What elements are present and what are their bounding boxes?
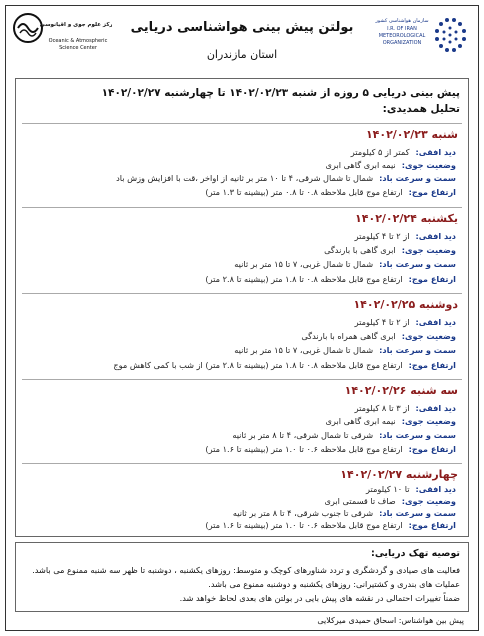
day-divider bbox=[22, 463, 462, 464]
forecast-box bbox=[15, 78, 469, 537]
wave-row bbox=[28, 274, 456, 287]
weather-row bbox=[28, 245, 456, 258]
wind-value: شرقی تا جنوب شرقی، ۴ تا ۸ متر بر ثانیه bbox=[232, 508, 374, 518]
weather-value: ابری گاهی همراه با بارندگی bbox=[301, 331, 396, 341]
wave-row bbox=[28, 520, 456, 533]
oceanic-center-emblem-icon bbox=[12, 12, 112, 68]
weather-value: نیمه ابری گاهی ابری bbox=[325, 160, 396, 170]
wind-value: شمال تا شمال غربی، ۷ تا ۱۵ متر بر ثانیه bbox=[234, 345, 374, 355]
forecast-day bbox=[22, 293, 462, 379]
visibility-label: دید افقی: bbox=[415, 147, 456, 157]
synopsis-label: تحلیل همدیدی: bbox=[382, 103, 460, 115]
logo-center-fa: مرکز علوم جوی و اقیانوسی bbox=[39, 22, 112, 28]
meteorology-dots-icon bbox=[372, 12, 472, 58]
meteorological-organization-logo bbox=[372, 12, 472, 58]
wind-label: سمت و سرعت باد: bbox=[379, 345, 456, 355]
wind-value: شمال تا شمال شرقی، ۴ تا ۱۰ متر بر ثانیه از اواخر ،قت با افزایش وزش باد bbox=[116, 173, 374, 183]
visibility-label: دید افقی: bbox=[415, 231, 456, 241]
wave-label: ارتفاع موج: bbox=[408, 444, 456, 454]
visibility-value: کمتر از ۵ کیلومتر bbox=[350, 147, 410, 157]
wave-label: ارتفاع موج: bbox=[408, 360, 456, 370]
wave-value: ارتفاع موج قابل ملاحظه ۰.۸ تا ۱.۸ متر (بیشینه تا ۲.۸ متر) از شب با کمی کاهش موج bbox=[113, 360, 403, 370]
wave-value: ارتفاع موج قابل ملاحظه ۰.۸ تا ۰.۸ متر (بیشینه تا ۱.۳ متر) bbox=[205, 187, 403, 197]
weather-value: صاف تا قسمتی ابری bbox=[324, 496, 396, 506]
day-heading: یکشنبه ۱۴۰۲/۰۲/۲۴ bbox=[355, 212, 458, 225]
forecast-day bbox=[22, 463, 462, 533]
wave-label: ارتفاع موج: bbox=[408, 187, 456, 197]
bulletin-page bbox=[5, 5, 479, 631]
wind-row bbox=[28, 345, 456, 358]
forecast-day bbox=[22, 379, 462, 463]
day-divider bbox=[22, 293, 462, 294]
weather-value: نیمه ابری گاهی ابری bbox=[325, 416, 396, 426]
wind-label: سمت و سرعت باد: bbox=[379, 173, 456, 183]
day-heading: سه شنبه ۱۴۰۲/۰۲/۲۶ bbox=[344, 384, 458, 397]
visibility-value: از ۳ تا ۸ کیلومتر bbox=[354, 403, 410, 413]
forecaster-name: پیش بین هواشناس: اسحاق حمیدی میرکلایی bbox=[317, 616, 464, 625]
weather-row bbox=[28, 160, 456, 173]
oceanic-center-logo bbox=[12, 12, 112, 68]
caution-line: ضمناً تغییرات احتمالی در نقشه های پیش بایی در بولتن های بعدی لحاظ خواهد شد. bbox=[179, 593, 460, 603]
bulletin-subtitle: استان مازندران bbox=[206, 48, 278, 61]
weather-label: وضعیت جوی: bbox=[401, 245, 456, 255]
weather-label: وضعیت جوی: bbox=[401, 331, 456, 341]
wind-row bbox=[28, 259, 456, 272]
wave-row bbox=[28, 360, 456, 373]
visibility-value: از ۲ تا ۴ کیلومتر bbox=[354, 231, 410, 241]
wave-label: ارتفاع موج: bbox=[408, 520, 456, 530]
wave-row bbox=[28, 444, 456, 457]
wave-row bbox=[28, 187, 456, 200]
visibility-row bbox=[28, 317, 456, 330]
day-divider bbox=[22, 207, 462, 208]
caution-line: فعالیت های صیادی و گردشگری و تردد شناورهای کوچک و متوسط: روزهای یکشنبه ، دوشنبه تا ظهر سه شنبه ممنوع می باشد. bbox=[32, 565, 460, 575]
weather-label: وضعیت جوی: bbox=[401, 160, 456, 170]
visibility-label: دید افقی: bbox=[415, 484, 456, 494]
visibility-label: دید افقی: bbox=[415, 403, 456, 413]
day-heading: چهارشنبه ۱۴۰۲/۰۲/۲۷ bbox=[340, 468, 458, 481]
forecast-day bbox=[22, 123, 462, 207]
wind-row bbox=[28, 173, 456, 186]
wave-value: ارتفاع موج قابل ملاحظه ۰.۶ تا ۱.۰ متر (بیشینه تا ۱.۶ متر) bbox=[205, 520, 403, 530]
visibility-label: دید افقی: bbox=[415, 317, 456, 327]
wind-label: سمت و سرعت باد: bbox=[379, 430, 456, 440]
forecast-title: پیش بینی دریایی ۵ روزه از شنبه ۱۴۰۲/۰۲/۲۳ تا چهارشنبه ۱۴۰۲/۰۲/۲۷ bbox=[101, 87, 460, 99]
caution-box bbox=[15, 542, 469, 612]
weather-value: ابری گاهی با بارندگی bbox=[324, 245, 396, 255]
logo-fa-text: سازمان هواشناسی کشور bbox=[375, 18, 429, 24]
logo-center-en1: Oceanic & Atmospheric bbox=[48, 38, 108, 44]
visibility-row bbox=[28, 403, 456, 416]
logo-en-line1: I.R. OF IRAN bbox=[387, 26, 417, 32]
forecast-day bbox=[22, 207, 462, 293]
day-heading: دوشنبه ۱۴۰۲/۰۲/۲۵ bbox=[353, 298, 458, 311]
bulletin-title: بولتن پیش بینی هواشناسی دریایی bbox=[130, 20, 354, 35]
visibility-value: از ۲ تا ۴ کیلومتر bbox=[354, 317, 410, 327]
logo-en-line2: METEOROLOGICAL bbox=[378, 33, 426, 39]
visibility-row bbox=[28, 231, 456, 244]
caution-line: عملیات های بندری و کشتیرانی: روزهای یکشنبه و دوشنبه ممنوع می باشد. bbox=[208, 579, 460, 589]
wind-label: سمت و سرعت باد: bbox=[379, 259, 456, 269]
weather-row bbox=[28, 331, 456, 344]
day-heading: شنبه ۱۴۰۲/۰۲/۲۳ bbox=[365, 128, 458, 141]
bulletin-header bbox=[6, 6, 478, 77]
weather-row bbox=[28, 416, 456, 429]
visibility-row bbox=[28, 147, 456, 160]
weather-label: وضعیت جوی: bbox=[401, 416, 456, 426]
wind-value: شمال تا شمال غربی، ۷ تا ۱۵ متر بر ثانیه bbox=[234, 259, 374, 269]
wave-label: ارتفاع موج: bbox=[408, 274, 456, 284]
logo-center-en2: Science Center bbox=[59, 45, 97, 51]
visibility-value: تا ۱۰ کیلومتر bbox=[366, 484, 410, 494]
wind-row bbox=[28, 430, 456, 443]
wave-value: ارتفاع موج قابل ملاحظه ۰.۶ تا ۱.۰ متر (بیشینه تا ۱.۶ متر) bbox=[205, 444, 403, 454]
logo-en-line3: ORGANIZATION bbox=[382, 40, 422, 46]
caution-title: توصیه تهک دریایی: bbox=[371, 548, 460, 559]
weather-label: وضعیت جوی: bbox=[401, 496, 456, 506]
wave-value: ارتفاع موج قابل ملاحظه ۰.۸ تا ۱.۸ متر (بیشینه تا ۲.۸ متر) bbox=[205, 274, 403, 284]
day-divider bbox=[22, 123, 462, 124]
wind-value: شرقی تا شمال شرقی، ۴ تا ۸ متر بر ثانیه bbox=[232, 430, 374, 440]
wind-label: سمت و سرعت باد: bbox=[379, 508, 456, 518]
day-divider bbox=[22, 379, 462, 380]
